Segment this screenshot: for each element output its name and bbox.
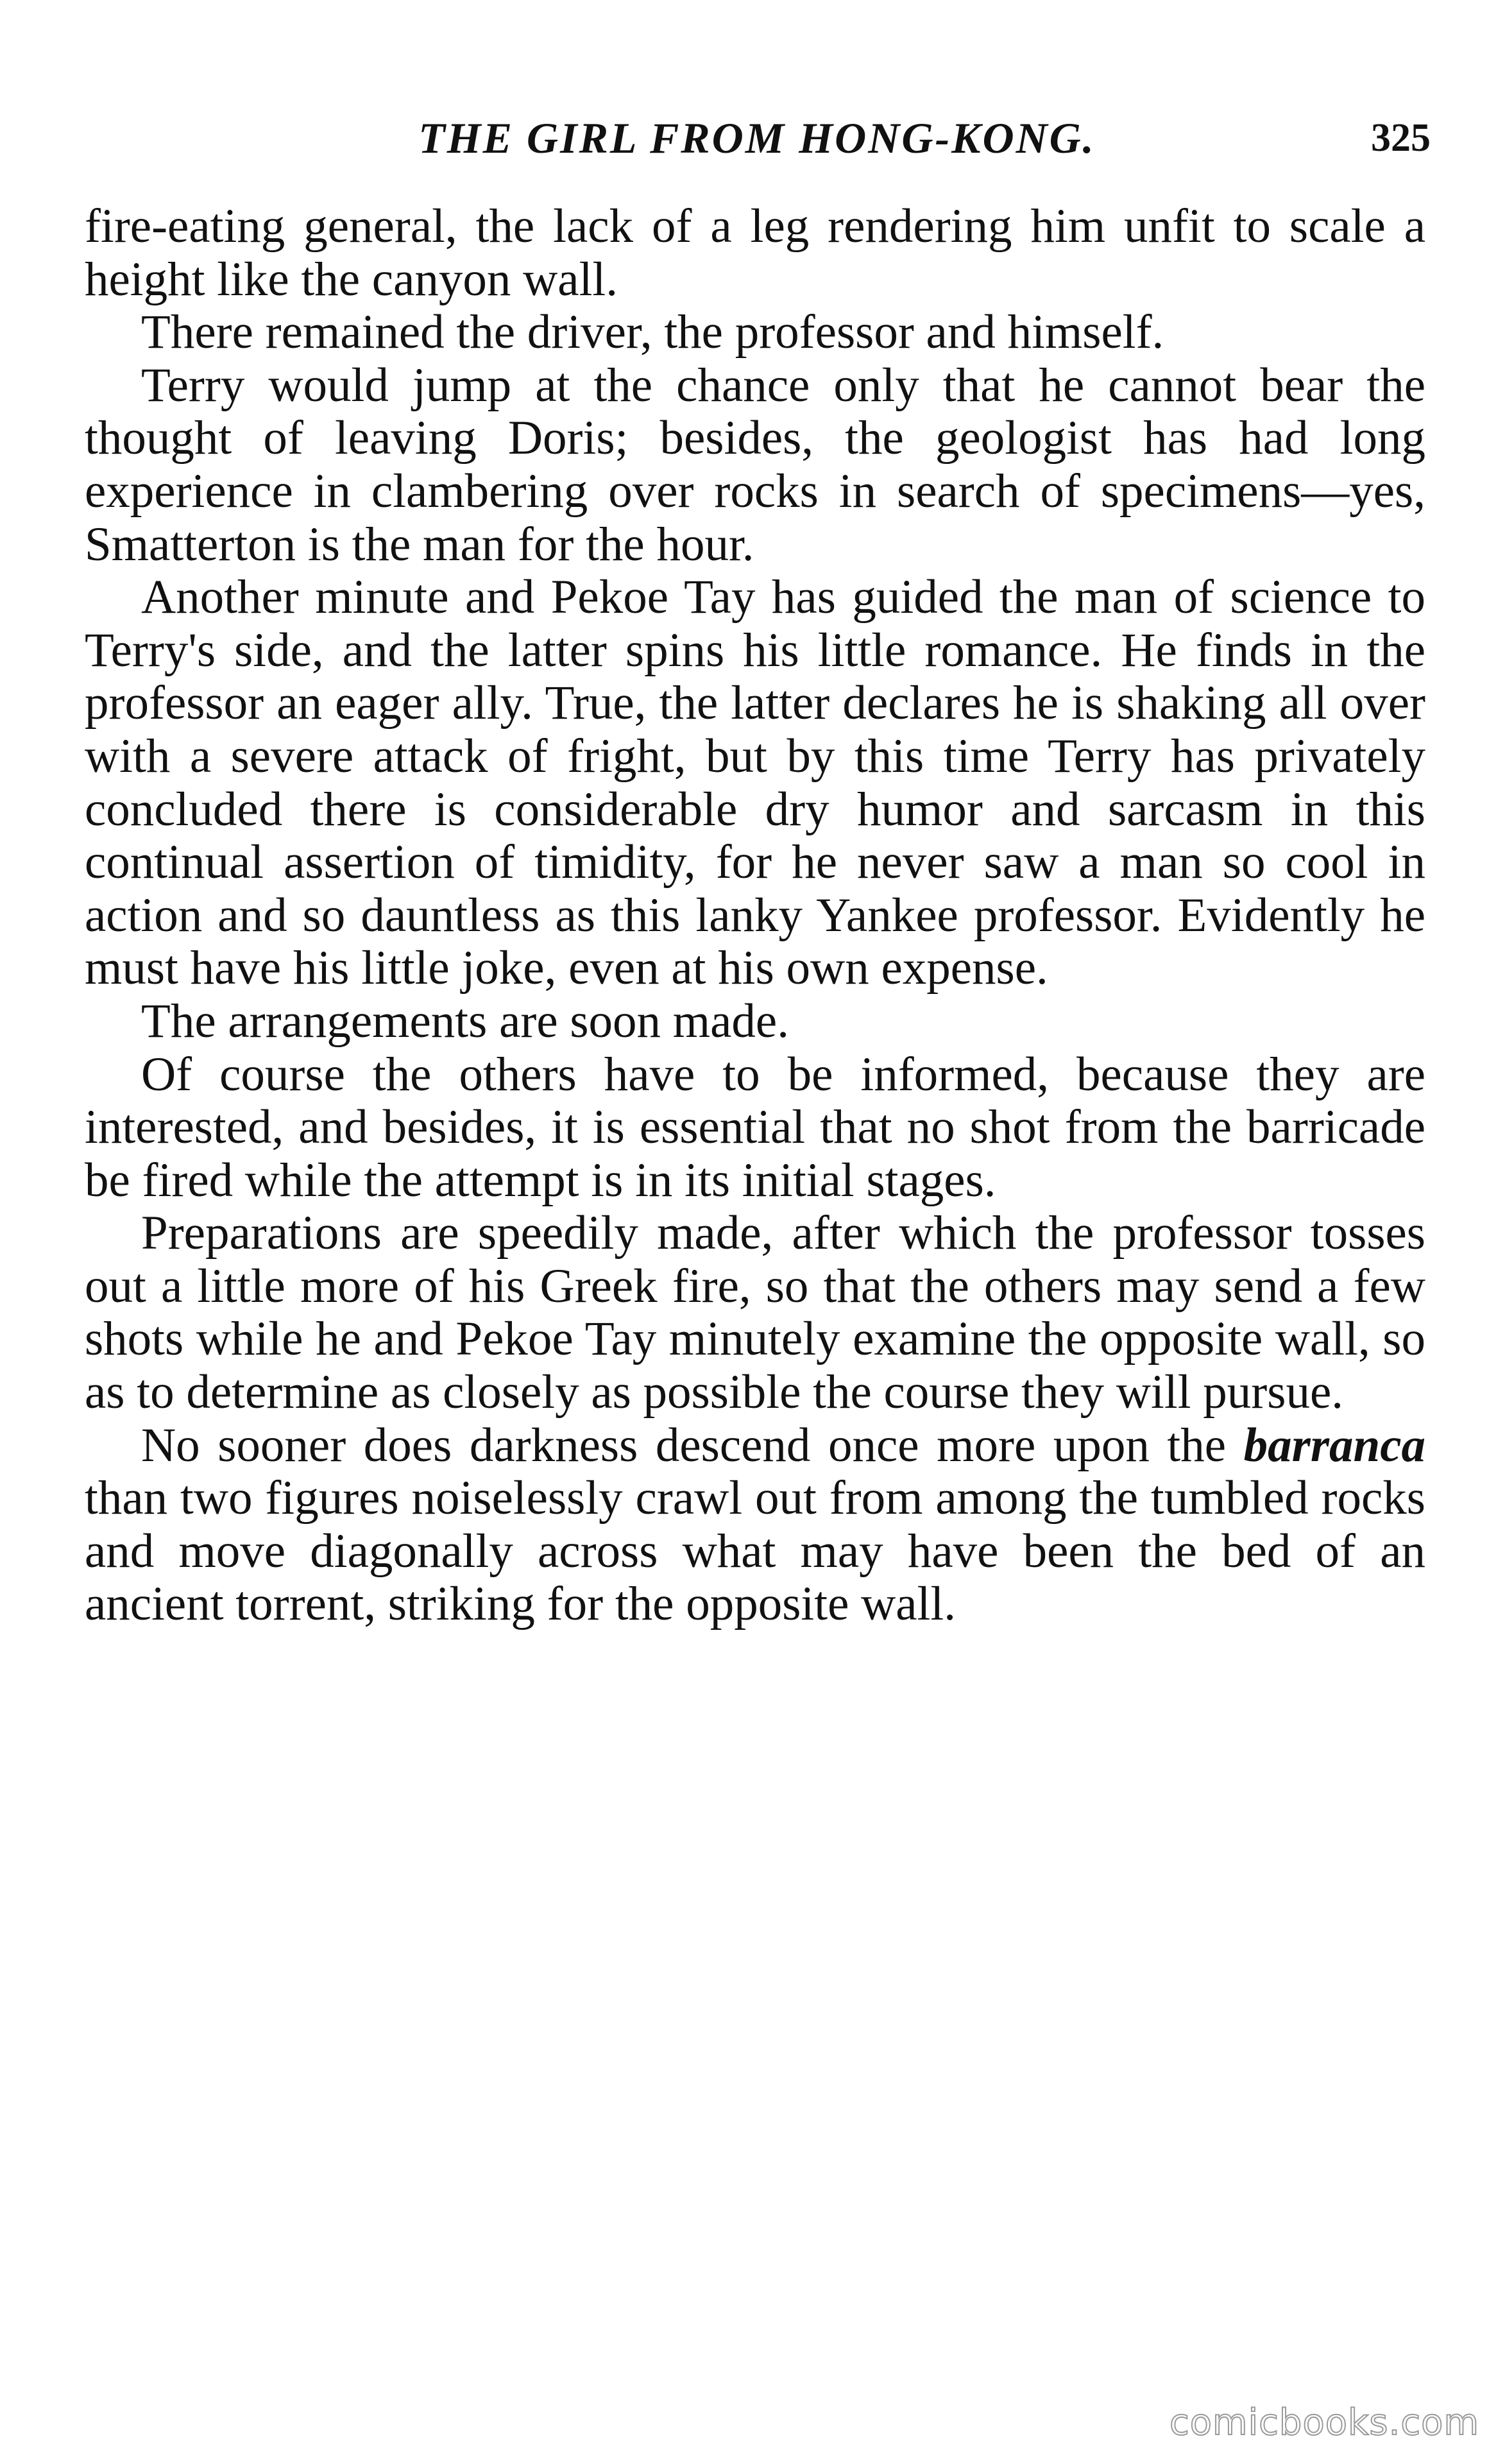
- watermark: comicbooks.com: [1169, 2402, 1479, 2443]
- paragraph-7: Preparations are speedily made, after which the professor tosses out a little more of his Greek fire, so that the others may send a few shots while he and Pekoe Tay minutely examine the opposite wall, so as to determine as closely as possible the course they will pursue.: [85, 1206, 1425, 1419]
- italic-word-barranca: barranca: [1243, 1418, 1426, 1472]
- paragraph-8-text-before: No sooner does darkness descend once more upon the: [141, 1418, 1227, 1472]
- paragraph-8-text-after: than two figures noiselessly crawl out from among the tumbled rocks and move diagonally across what may have been the bed of an ancient torrent, striking for the opposite wall.: [85, 1471, 1425, 1631]
- paragraph-2: There remained the driver, the professor and himself.: [141, 305, 1164, 359]
- page-number: 325: [1371, 116, 1431, 160]
- paragraph-8: [85, 1419, 1425, 1631]
- paragraph-5: The arrangements are soon made.: [141, 994, 789, 1048]
- paragraph-1: fire-eating general, the lack of a leg rendering him unfit to scale a height like the canyon wall.: [85, 200, 1425, 306]
- running-title: THE GIRL FROM HONG-KONG.: [418, 114, 1096, 162]
- running-head: [83, 109, 1431, 167]
- body-text: [85, 200, 1425, 1631]
- paragraph-6: Of course the others have to be informed, because they are interested, and besides, it is essential that no shot from the barricade be fired while the attempt is in its initial stages.: [85, 1047, 1425, 1207]
- paragraph-4: Another minute and Pekoe Tay has guided the man of science to Terry's side, and the latter spins his little romance. He finds in the professor an eager ally. True, the latter declares he is shaking all over with a severe attack of fright, but by this time Terry has privately concluded there is considerable dry humor and sarcasm in this continual assertion of timidity, for he never saw a man so cool in action and so dauntless as this lanky Yankee professor. Evidently he must have his little joke, even at his own expense.: [85, 570, 1425, 995]
- paragraph-3: Terry would jump at the chance only that he cannot bear the thought of leaving Doris; besides, the geologist has had long experience in clambering over rocks in search of specimens—yes, Smatterton is the man for the hour.: [85, 358, 1425, 571]
